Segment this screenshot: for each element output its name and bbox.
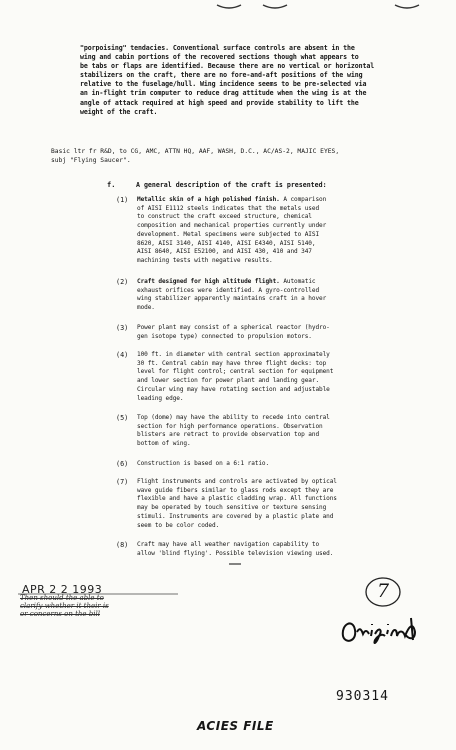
item-text: Construction is based on a 6:1 ratio.	[137, 460, 270, 467]
item-number: (4)	[116, 351, 129, 359]
item-number: (2)	[116, 278, 129, 286]
section-letter: f.	[107, 181, 116, 189]
intro-paragraph: "porpoising" tendacies. Conventional surface controls are absent in the wing and cabin portions of the recovered sections though what appears to be tabs or flaps are identified. Because there are no vertical or horizontal stabilizers on the craft, there are no fore-and-aft positions of the wing relative to the fuselage/hull. Wing incidence seems to be pre-selected via an in-flight trim computer to reduce drag attitude when the wing is at the angle of attack required at high speed and provide stability to lift the weight of the craft.	[80, 44, 375, 116]
footer-label: ACIES FILE	[197, 719, 274, 733]
item-text	[137, 196, 415, 266]
item-text: Power plant may consist of a spherical reactor (hydro- gen isotope type) connected to propulsion motors.	[137, 324, 330, 340]
document-number: 930314	[336, 689, 389, 704]
section-heading: A general description of the craft is presented:	[136, 181, 327, 189]
item-number: (6)	[116, 460, 129, 468]
item-text: Craft may have all weather navigation capability to allow 'blind flying'. Possible television viewing used.	[137, 541, 334, 557]
item-number: (5)	[116, 414, 129, 422]
dash-mark	[228, 562, 242, 566]
item-number: (7)	[116, 478, 129, 486]
item-text	[137, 278, 415, 313]
circled-page-number: 7	[376, 580, 390, 602]
item-lead: Craft designed for high altitude flight.	[137, 278, 280, 285]
item-lead: Metallic skin of a high polished finish.	[137, 196, 280, 203]
item-text: Flight instruments and controls are activated by optical wave guide fibers similar to glass rods except they are flexible and have a plastic cladding wrap. All functions may be operated by touch sensitive or texture sensing stimuli. Instruments are covered by a plastic plate and seem to be color coded.	[137, 478, 337, 529]
top-edge-mark	[394, 4, 420, 10]
item-text: Top (dome) may have the ability to recede into central section for high performance operations. Observation blisters are retract to provide observation top and bottom of wing.	[137, 414, 330, 448]
item-number: (3)	[116, 324, 129, 332]
item-body: Automatic exhaust orifices were identified. A gyro-controlled wing stabilizer apparently maintains craft in a hover mode.	[137, 278, 327, 312]
item-number: (8)	[116, 541, 129, 549]
top-edge-mark	[216, 4, 242, 10]
reference-line: Basic ltr fr R&D, to CG, AMC, ATTN HQ, AAF, WASH, D.C., AC/AS-2, MAJIC EYES, subj "Flying Saucer".	[51, 148, 340, 164]
handwritten-note: Then should the able to clarify whether it their is or concerns on the bill	[20, 594, 109, 618]
item-body: A comparison of AISI E1112 steels indicates that the metals used to construct the craft exceed structure, chemical composition and mechanical properties currently under development. Metal specimens were subjected to AISI 8620, AISI 3140, AISI 4140, AISI E4340, AISI 5140, AISI 8640, AISI E52100, and AISI 430, 410 and 347 machining tests with negative results.	[137, 196, 327, 264]
item-number: (1)	[116, 196, 129, 204]
item-text: 100 ft. in diameter with central section approximately 30 ft. Central cabin may have three flight decks: top level for flight control; central section for equipment and lower section for power plant and landing gear. Circular wing may have rotating section and adjustable leading edge.	[137, 351, 334, 402]
date-stamp: APR 2 2 1993	[22, 583, 103, 596]
original-signature	[339, 612, 421, 652]
top-edge-mark	[262, 4, 288, 10]
